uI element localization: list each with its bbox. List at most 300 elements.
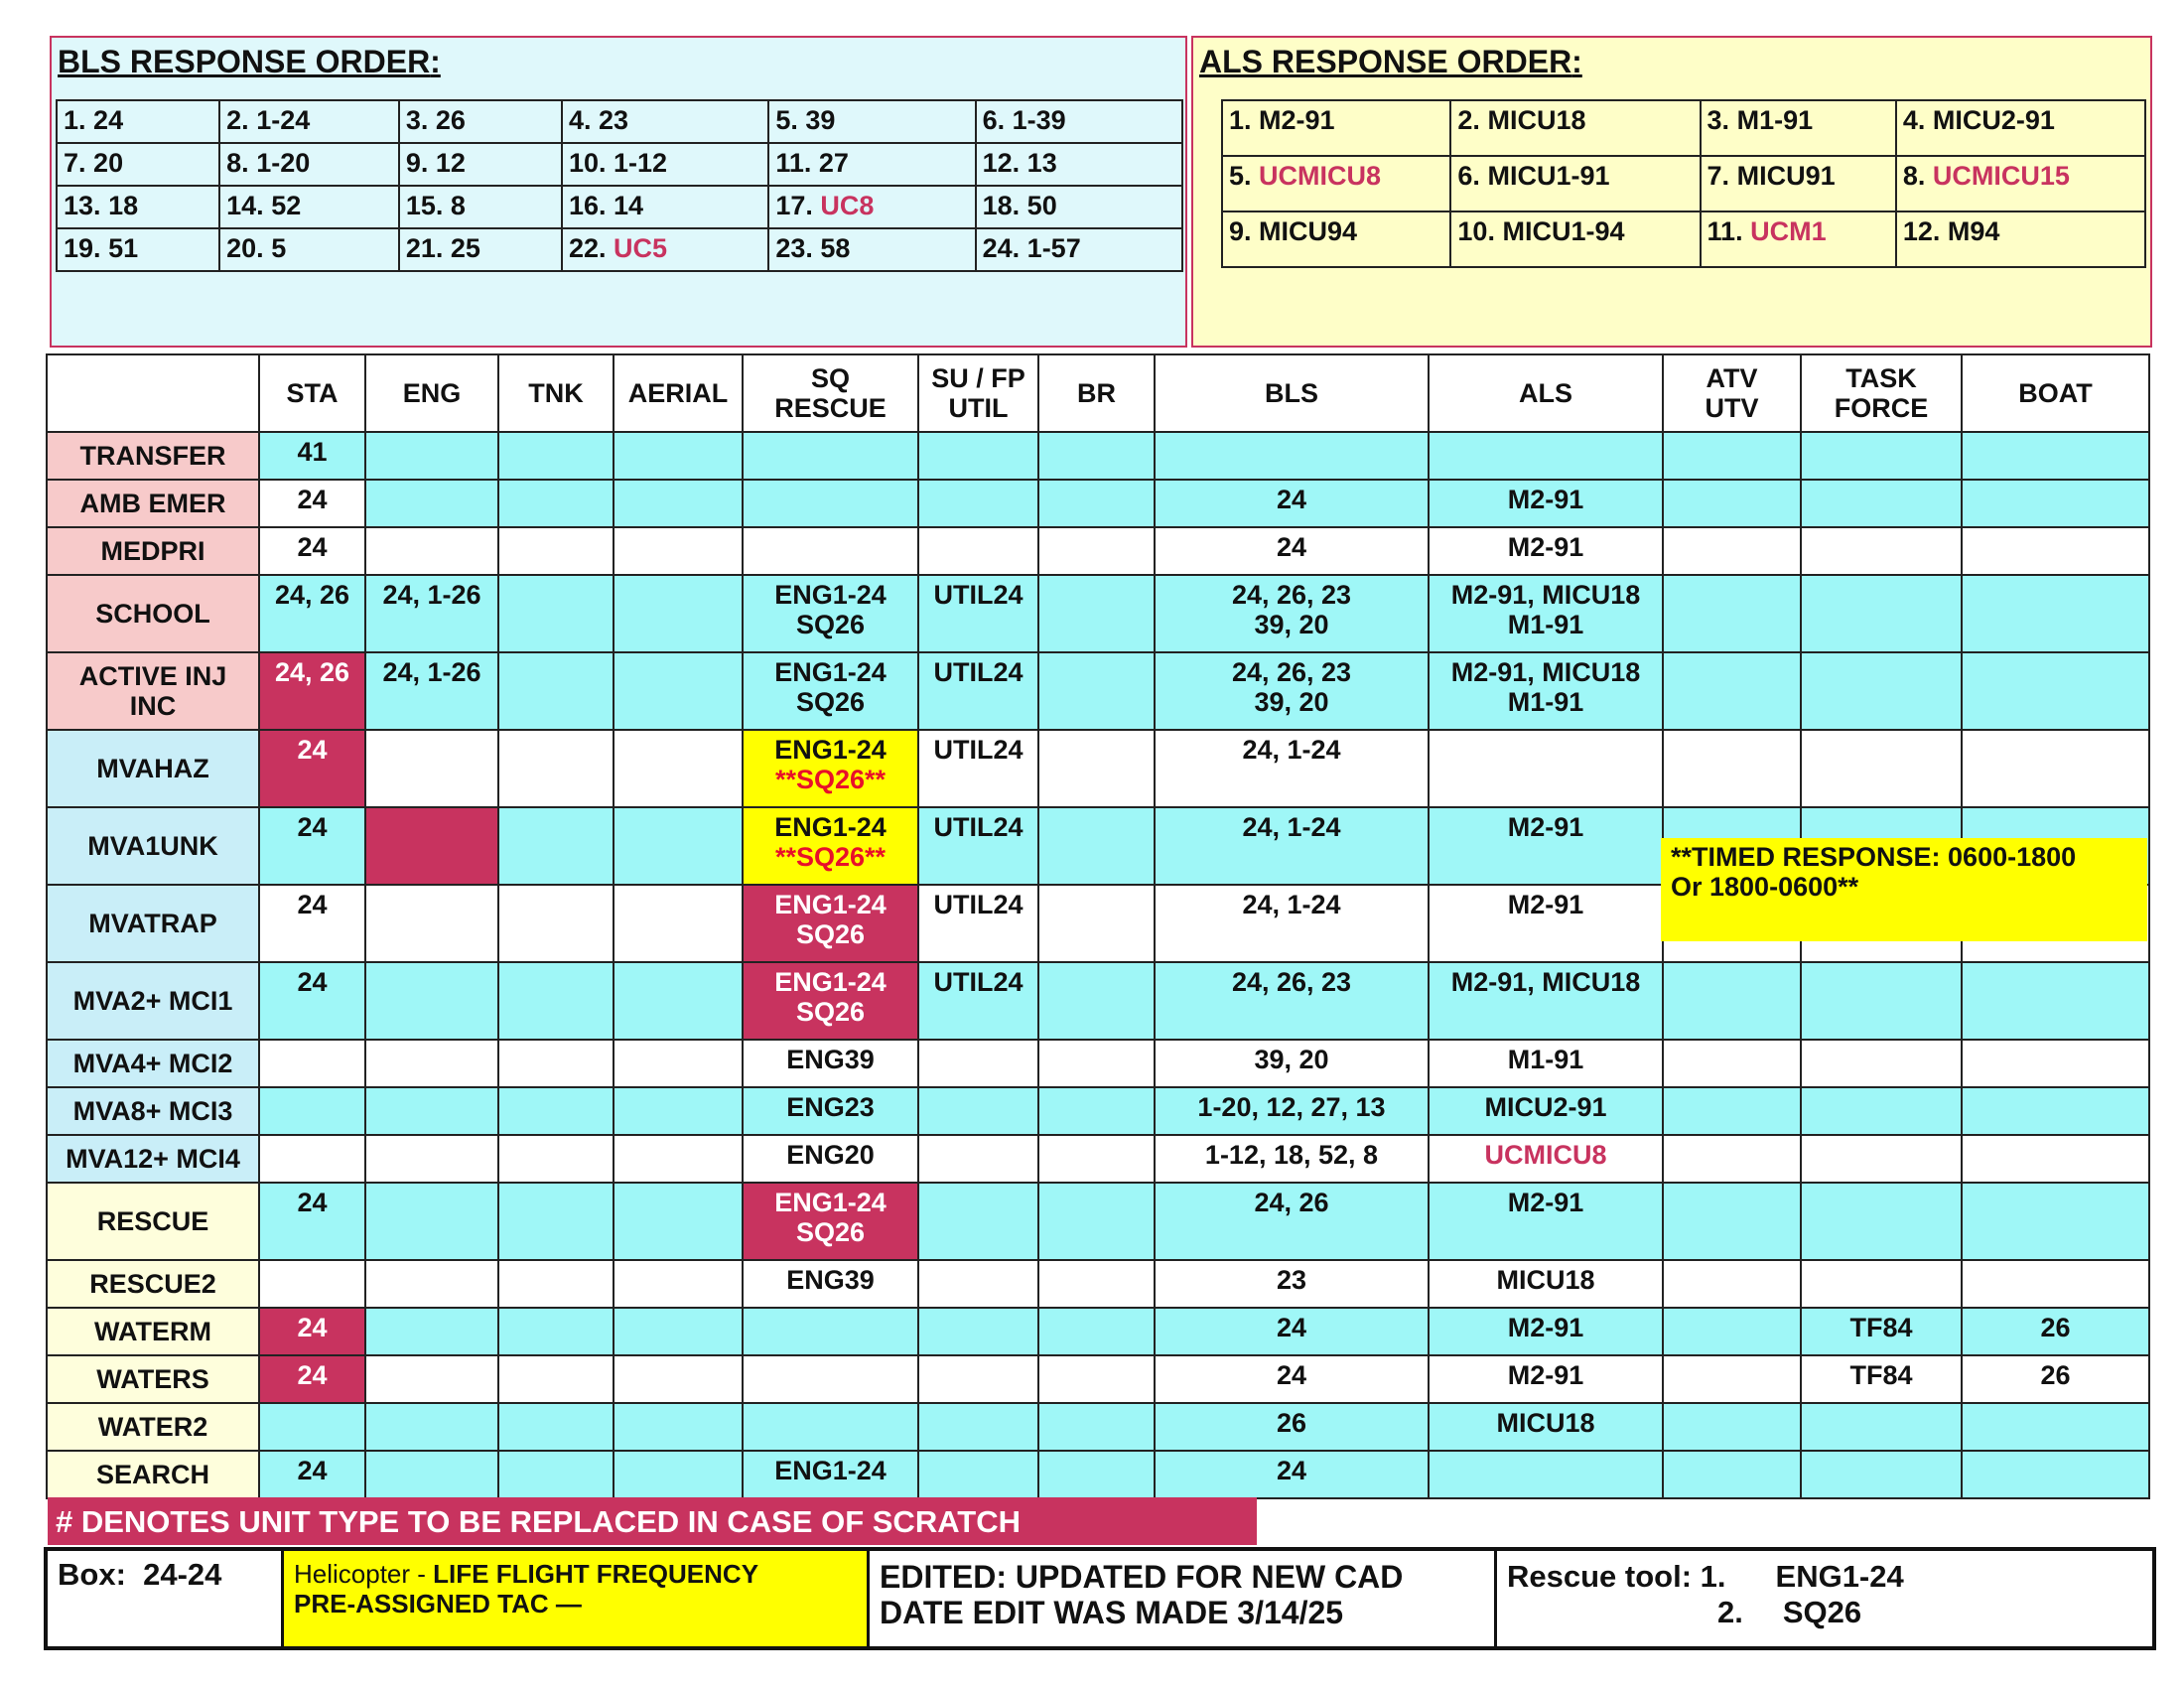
row-label [47, 1135, 259, 1183]
cell-line: M2-91, MICU18 [1450, 657, 1641, 687]
table-cell [365, 962, 498, 1040]
table-cell [365, 480, 498, 527]
cell-line: 24, 1-26 [382, 580, 481, 610]
row-label [47, 730, 259, 807]
order-unit: 5 [271, 233, 287, 263]
order-unit: UCMICU8 [1259, 161, 1382, 191]
table-cell [743, 1087, 918, 1135]
table-cell [1155, 1183, 1429, 1260]
table-cell [259, 480, 365, 527]
table-row [47, 432, 2149, 480]
table-cell [1663, 527, 1801, 575]
order-unit: UC8 [820, 191, 875, 220]
bls-title: BLS RESPONSE ORDER: [58, 44, 441, 79]
order-cell [1896, 156, 2145, 211]
cell-line: TNK [528, 378, 584, 408]
table-cell [1801, 527, 1962, 575]
cell-line: ENG39 [786, 1265, 875, 1295]
table-cell [1038, 885, 1155, 962]
table-cell [1801, 1040, 1962, 1087]
cell-line: AMB EMER [79, 489, 226, 518]
table-cell [1429, 1183, 1663, 1260]
order-number: 19. [64, 233, 101, 263]
order-number: 11. [775, 148, 812, 178]
order-unit: M94 [1947, 216, 2000, 246]
table-cell [1429, 1087, 1663, 1135]
box-value: 24-24 [143, 1557, 222, 1592]
als-title: ALS RESPONSE ORDER: [1199, 44, 1582, 79]
table-cell [1962, 480, 2149, 527]
order-number: 8. [1902, 161, 1926, 191]
table-cell [1663, 1135, 1801, 1183]
order-unit: 1-24 [256, 105, 311, 135]
table-cell [1429, 1355, 1663, 1403]
order-cell [1896, 211, 2145, 267]
cell-line: SQ26 [795, 1217, 866, 1247]
table-cell [614, 1355, 743, 1403]
order-cell [219, 186, 399, 228]
cell-line: M1-91 [1507, 687, 1584, 717]
table-cell [365, 1451, 498, 1498]
cell-line: ENG1-24 [774, 967, 887, 997]
table-cell [1038, 1087, 1155, 1135]
table-cell [918, 1451, 1038, 1498]
cell-line: TF84 [1849, 1313, 1913, 1342]
order-number: 4. [568, 105, 592, 135]
cell-line: 24 [1276, 1313, 1307, 1342]
cell-line: UTIL24 [933, 812, 1024, 842]
cell-line: UTIL [948, 393, 1009, 423]
table-cell [259, 432, 365, 480]
cell-line: **SQ26** [774, 765, 887, 794]
order-cell [768, 100, 975, 143]
header-row [47, 354, 2149, 432]
table-cell [614, 962, 743, 1040]
table-cell [1663, 1087, 1801, 1135]
table-cell [743, 962, 918, 1040]
table-cell [1663, 652, 1801, 730]
order-number: 1. [64, 105, 86, 135]
table-cell [365, 1403, 498, 1451]
table-cell [918, 807, 1038, 885]
table-cell [614, 652, 743, 730]
cell-line: ENG1-24 [774, 735, 887, 765]
table-cell [1429, 885, 1663, 962]
scratch-note-bar [48, 1497, 1257, 1545]
order-number: 7. [64, 148, 86, 178]
cell-line: ACTIVE INJ [78, 661, 227, 691]
order-cell [1896, 100, 2145, 156]
order-cell [562, 100, 768, 143]
column-header [1429, 354, 1663, 432]
order-row [1222, 100, 2145, 156]
order-cell [399, 186, 562, 228]
table-cell [1155, 1308, 1429, 1355]
order-cell [976, 228, 1182, 271]
table-cell [918, 480, 1038, 527]
row-label [47, 575, 259, 652]
order-number: 14. [226, 191, 264, 220]
cell-line: UTV [1705, 393, 1759, 423]
table-cell [614, 1403, 743, 1451]
table-cell [1038, 432, 1155, 480]
table-cell [498, 1308, 614, 1355]
order-cell [57, 228, 219, 271]
table-cell [1038, 1403, 1155, 1451]
order-number: 5. [1229, 161, 1252, 191]
cell-line: 1-12, 18, 52, 8 [1204, 1140, 1379, 1170]
table-cell [1155, 885, 1429, 962]
order-row [57, 143, 1182, 186]
table-cell [1801, 1403, 1962, 1451]
order-cell [219, 100, 399, 143]
row-label [47, 527, 259, 575]
table-cell [614, 1040, 743, 1087]
column-header [47, 354, 259, 432]
column-header [365, 354, 498, 432]
cell-line: 1-20, 12, 27, 13 [1197, 1092, 1386, 1122]
table-cell [1801, 1260, 1962, 1308]
table-cell [1038, 1040, 1155, 1087]
order-unit: UCMICU15 [1932, 161, 2070, 191]
order-number: 24. [982, 233, 1021, 263]
order-cell [399, 228, 562, 271]
order-unit: MICU91 [1736, 161, 1836, 191]
helicopter-prefix: Helicopter - [294, 1559, 434, 1589]
cell-line: SQ26 [795, 919, 866, 949]
table-cell [498, 652, 614, 730]
table-cell [365, 1087, 498, 1135]
column-header [614, 354, 743, 432]
cell-line: STA [286, 378, 339, 408]
table-cell [1038, 1183, 1155, 1260]
order-number: 16. [568, 191, 607, 220]
table-cell [365, 575, 498, 652]
table-cell [1155, 1355, 1429, 1403]
table-cell [259, 807, 365, 885]
order-number: 12. [1902, 216, 1941, 246]
row-label [47, 652, 259, 730]
table-cell [1155, 1451, 1429, 1498]
table-cell [918, 1260, 1038, 1308]
order-number: 21. [405, 233, 444, 263]
row-label [47, 1183, 259, 1260]
table-cell [259, 1308, 365, 1355]
table-cell [614, 1308, 743, 1355]
table-cell [259, 527, 365, 575]
table-cell [918, 1403, 1038, 1451]
timed-response-line-2: Or 1800-0600** [1671, 872, 1859, 902]
cell-line: 24, 26 [274, 657, 350, 687]
cell-line: MVAHAZ [96, 754, 209, 783]
cell-line: SEARCH [95, 1460, 209, 1489]
table-cell [365, 652, 498, 730]
table-cell [365, 432, 498, 480]
table-cell [498, 807, 614, 885]
order-unit: 39 [805, 105, 836, 135]
table-cell [498, 962, 614, 1040]
cell-line: 26 [1276, 1408, 1307, 1438]
column-header [743, 354, 918, 432]
table-cell [1801, 962, 1962, 1040]
order-number: 6. [1457, 161, 1480, 191]
table-cell [498, 885, 614, 962]
table-cell [743, 480, 918, 527]
table-cell [1429, 807, 1663, 885]
table-cell [259, 1087, 365, 1135]
cell-line: 26 [2040, 1360, 2071, 1390]
order-cell [1222, 100, 1450, 156]
table-row [47, 1183, 2149, 1260]
table-cell [1962, 432, 2149, 480]
order-number: 8. [226, 148, 249, 178]
table-cell [365, 730, 498, 807]
table-cell [1429, 1260, 1663, 1308]
table-cell [1429, 1040, 1663, 1087]
table-row [47, 1403, 2149, 1451]
table-cell [1429, 575, 1663, 652]
cell-line: RESCUE [96, 1206, 209, 1236]
cell-line: MVA2+ MCI1 [72, 986, 233, 1016]
table-cell [259, 652, 365, 730]
order-unit: 24 [93, 105, 124, 135]
cell-line: BLS [1265, 378, 1318, 408]
table-cell [1038, 575, 1155, 652]
table-cell [365, 1040, 498, 1087]
table-cell [259, 1183, 365, 1260]
table-cell [498, 527, 614, 575]
cell-line: 24 [1276, 1360, 1307, 1390]
table-cell [743, 1403, 918, 1451]
table-cell [1155, 652, 1429, 730]
cell-line: ENG39 [786, 1045, 875, 1074]
table-cell [614, 575, 743, 652]
order-number: 17. [775, 191, 813, 220]
order-unit: MICU18 [1487, 105, 1586, 135]
rescue-tool-num-2: 2. [1717, 1595, 1743, 1629]
cell-line: M2-91, MICU18 [1450, 967, 1641, 997]
cell-line: INC [129, 691, 177, 721]
footer-box [44, 1547, 2156, 1650]
table-cell [1155, 1040, 1429, 1087]
cell-line: SQ26 [795, 997, 866, 1027]
table-cell [614, 807, 743, 885]
table-cell [1429, 962, 1663, 1040]
table-cell [614, 1183, 743, 1260]
cell-line: UTIL24 [933, 735, 1024, 765]
edited-line-1: EDITED: UPDATED FOR NEW CAD [880, 1559, 1404, 1595]
order-number: 10. [1457, 216, 1495, 246]
cell-line: WATERS [96, 1364, 209, 1394]
table-cell [1038, 1260, 1155, 1308]
cell-line: 24, 1-26 [382, 657, 481, 687]
table-row [47, 1135, 2149, 1183]
cell-line: UTIL24 [933, 580, 1024, 610]
table-cell [1663, 1451, 1801, 1498]
table-cell [743, 1260, 918, 1308]
cell-line: SQ [810, 363, 850, 393]
order-cell [562, 228, 768, 271]
table-row [47, 480, 2149, 527]
cell-line: M2-91 [1507, 1313, 1584, 1342]
row-label [47, 1308, 259, 1355]
row-label [47, 1087, 259, 1135]
table-row [47, 1308, 2149, 1355]
order-unit: 1-57 [1026, 233, 1081, 263]
order-cell [562, 143, 768, 186]
order-number: 20. [226, 233, 264, 263]
cell-line: SQ26 [795, 610, 866, 639]
table-cell [743, 885, 918, 962]
table-cell [1155, 730, 1429, 807]
cell-line: 24 [297, 967, 328, 997]
order-cell [976, 143, 1182, 186]
cell-line: ENG23 [786, 1092, 875, 1122]
column-header [918, 354, 1038, 432]
table-cell [1155, 962, 1429, 1040]
table-cell [918, 432, 1038, 480]
order-unit: 23 [599, 105, 629, 135]
table-cell [1038, 962, 1155, 1040]
table-cell [1962, 1355, 2149, 1403]
table-cell [1962, 1087, 2149, 1135]
table-row [47, 575, 2149, 652]
als-order-grid [1221, 99, 2146, 268]
table-cell [614, 1451, 743, 1498]
cell-line: ENG1-24 [774, 890, 887, 919]
table-cell [614, 885, 743, 962]
table-cell [498, 730, 614, 807]
table-cell [1962, 1135, 2149, 1183]
table-cell [1801, 575, 1962, 652]
table-cell [614, 480, 743, 527]
cell-line: UTIL24 [933, 890, 1024, 919]
cell-line: 24 [297, 1456, 328, 1485]
table-cell [259, 1135, 365, 1183]
order-cell [1701, 156, 1896, 211]
order-cell [1701, 211, 1896, 267]
cell-line: ENG1-24 [774, 1188, 887, 1217]
cell-line: MEDPRI [100, 536, 205, 566]
cell-line: BOAT [2018, 378, 2093, 408]
rescue-tool-label: Rescue tool: [1507, 1559, 1693, 1594]
cell-line: ENG1-24 [774, 580, 887, 610]
order-cell [768, 143, 975, 186]
table-cell [1801, 1355, 1962, 1403]
cell-line: ENG1-24 [774, 1456, 887, 1485]
table-cell [1663, 962, 1801, 1040]
order-row [57, 228, 1182, 271]
table-cell [1155, 575, 1429, 652]
table-cell [365, 885, 498, 962]
cell-line: 24 [1276, 532, 1307, 562]
order-unit: 25 [450, 233, 480, 263]
row-label [47, 1040, 259, 1087]
order-cell [768, 186, 975, 228]
table-cell [1962, 652, 2149, 730]
table-row [47, 1355, 2149, 1403]
cell-line: ATV [1706, 363, 1758, 393]
order-cell [768, 228, 975, 271]
cell-line: 26 [2040, 1313, 2071, 1342]
table-cell [1429, 1403, 1663, 1451]
cell-line: ENG1-24 [774, 812, 887, 842]
cell-line: MVATRAP [88, 909, 217, 938]
table-cell [498, 1135, 614, 1183]
cell-line: ALS [1519, 378, 1572, 408]
table-cell [1663, 1040, 1801, 1087]
table-cell [259, 1040, 365, 1087]
table-cell [918, 575, 1038, 652]
table-cell [1038, 1451, 1155, 1498]
table-row [47, 962, 2149, 1040]
cell-line: 24 [297, 890, 328, 919]
cell-line: 24 [297, 735, 328, 765]
order-unit: UCM1 [1750, 216, 1827, 246]
order-row [57, 100, 1182, 143]
table-cell [1155, 807, 1429, 885]
life-flight-frequency: LIFE FLIGHT FREQUENCY [433, 1559, 759, 1589]
table-cell [1801, 1135, 1962, 1183]
column-header [1962, 354, 2149, 432]
table-cell [1663, 1260, 1801, 1308]
table-cell [614, 1260, 743, 1308]
order-unit: MICU1-91 [1487, 161, 1610, 191]
cell-line: 24, 26, 23 [1231, 580, 1352, 610]
table-cell [1962, 1451, 2149, 1498]
order-unit: 20 [93, 148, 124, 178]
cell-line: WATER2 [97, 1412, 208, 1442]
table-cell [1962, 962, 2149, 1040]
cell-line: RESCUE [774, 393, 887, 423]
table-cell [614, 1087, 743, 1135]
cell-line: UCMICU8 [1484, 1140, 1607, 1170]
cell-line: 24 [297, 1360, 328, 1390]
table-cell [259, 575, 365, 652]
table-cell [743, 1040, 918, 1087]
table-row [47, 652, 2149, 730]
cell-line: 24 [297, 532, 328, 562]
table-cell [1038, 1135, 1155, 1183]
table-cell [365, 1183, 498, 1260]
table-cell [259, 1403, 365, 1451]
scratch-note-text: # DENOTES UNIT TYPE TO BE REPLACED IN CASE OF SCRATCH [56, 1504, 1022, 1539]
table-cell [918, 527, 1038, 575]
order-number: 2. [1457, 105, 1480, 135]
table-row [47, 1451, 2149, 1498]
order-cell [1701, 100, 1896, 156]
table-cell [1155, 1403, 1429, 1451]
order-cell [976, 186, 1182, 228]
table-cell [1155, 1087, 1429, 1135]
cell-line: MVA4+ MCI2 [72, 1049, 233, 1078]
table-cell [1962, 730, 2149, 807]
table-row [47, 527, 2149, 575]
order-unit: 14 [614, 191, 644, 220]
table-cell [918, 652, 1038, 730]
cell-line: M2-91 [1507, 1360, 1584, 1390]
edited-cell [870, 1551, 1497, 1646]
cell-line: 39, 20 [1254, 610, 1329, 639]
table-cell [614, 527, 743, 575]
table-cell [1038, 527, 1155, 575]
order-number: 12. [982, 148, 1021, 178]
cell-line: M2-91 [1507, 812, 1584, 842]
order-unit: M2-91 [1259, 105, 1335, 135]
table-cell [498, 432, 614, 480]
table-cell [1038, 1308, 1155, 1355]
timed-response-line-1: **TIMED RESPONSE: 0600-1800 [1671, 842, 2077, 872]
